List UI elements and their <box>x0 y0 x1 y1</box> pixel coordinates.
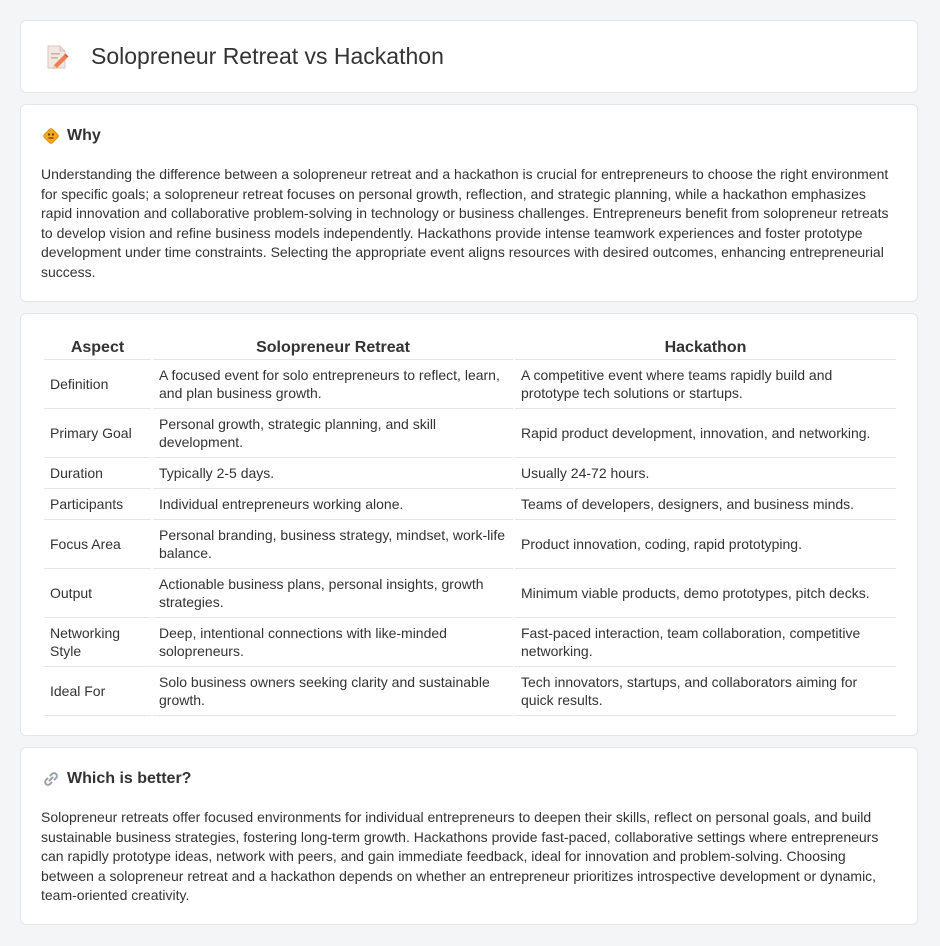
better-text: Solopreneur retreats offer focused environments for individual entrepreneurs to deepen their skills, reflect on personal goals, and build sustainable business strategies, fostering long-term growth. Hackathons provide fast-paced, collaborative settings where entrepreneurs can rapidly prototype ideas, network with peers, and gain immediate feedback, ideal for innovation and problem-solving. Choosing between a solopreneur retreat and a hackathon depends on whether an entrepreneur prioritizes introspective development or dynamic, team-oriented creativity. <box>41 809 879 903</box>
table-row <box>44 409 896 458</box>
retreat-cell: Personal branding, business strategy, mindset, work-life balance. <box>153 520 513 569</box>
retreat-cell: Actionable business plans, personal insights, growth strategies. <box>153 569 513 618</box>
retreat-cell: Individual entrepreneurs working alone. <box>153 489 513 520</box>
better-heading: Which is better? <box>67 770 192 787</box>
table-row <box>44 458 896 489</box>
table-row <box>44 667 896 716</box>
aspect-cell: Definition <box>44 360 151 409</box>
aspect-cell: Ideal For <box>44 667 151 716</box>
hackathon-cell: Fast-paced interaction, team collaboration, competitive networking. <box>515 618 896 667</box>
retreat-cell: Deep, intentional connections with like-minded solopreneurs. <box>153 618 513 667</box>
why-card <box>20 104 918 302</box>
why-heading: Why <box>67 127 101 144</box>
hackathon-cell: Usually 24-72 hours. <box>515 458 896 489</box>
page-title: Solopreneur Retreat vs Hackathon <box>91 43 444 69</box>
document-pencil-icon <box>45 44 69 70</box>
retreat-cell: Typically 2-5 days. <box>153 458 513 489</box>
header-hackathon: Hackathon <box>515 335 896 360</box>
link-icon <box>42 770 60 788</box>
table-row <box>44 489 896 520</box>
title-row <box>45 43 444 70</box>
aspect-cell: Primary Goal <box>44 409 151 458</box>
comparison-table <box>42 335 898 716</box>
hackathon-cell: Minimum viable products, demo prototypes, pitch decks. <box>515 569 896 618</box>
aspect-cell: Output <box>44 569 151 618</box>
retreat-cell: Personal growth, strategic planning, and skill development. <box>153 409 513 458</box>
aspect-cell: Participants <box>44 489 151 520</box>
retreat-cell: Solo business owners seeking clarity and sustainable growth. <box>153 667 513 716</box>
hackathon-cell: Tech innovators, startups, and collaborators aiming for quick results. <box>515 667 896 716</box>
better-header <box>42 770 191 788</box>
retreat-cell: A focused event for solo entrepreneurs to reflect, learn, and plan business growth. <box>153 360 513 409</box>
which-is-better-card <box>20 747 918 925</box>
header-aspect: Aspect <box>44 335 151 360</box>
aspect-cell: Networking Style <box>44 618 151 667</box>
aspect-cell: Focus Area <box>44 520 151 569</box>
why-text: Understanding the difference between a solopreneur retreat and a hackathon is crucial for entrepreneurs to choose the right environment for specific goals; a solopreneur retreat focuses on personal growth, reflection, and strategic planning, while a hackathon emphasizes rapid innovation and collaborative problem-solving in technology or business challenges. Entrepreneurs benefit from solopreneur retreats to develop vision and refine business models independently. Hackathons provide intense teamwork experiences and foster prototype development under time constraints. Selecting the appropriate event aligns resources with desired outcomes, enhancing entrepreneurial success. <box>41 166 889 280</box>
why-header <box>42 127 101 145</box>
hackathon-cell: A competitive event where teams rapidly build and prototype tech solutions or startups. <box>515 360 896 409</box>
aspect-cell: Duration <box>44 458 151 489</box>
hackathon-cell: Teams of developers, designers, and business minds. <box>515 489 896 520</box>
table-row <box>44 569 896 618</box>
table-header-row <box>44 335 896 360</box>
comparison-card <box>20 313 918 736</box>
table-row <box>44 520 896 569</box>
hackathon-cell: Product innovation, coding, rapid prototyping. <box>515 520 896 569</box>
table-row <box>44 618 896 667</box>
table-row <box>44 360 896 409</box>
header-solopreneur-retreat: Solopreneur Retreat <box>153 335 513 360</box>
diamond-sign-icon <box>42 127 60 145</box>
hackathon-cell: Rapid product development, innovation, and networking. <box>515 409 896 458</box>
title-card <box>20 20 918 93</box>
